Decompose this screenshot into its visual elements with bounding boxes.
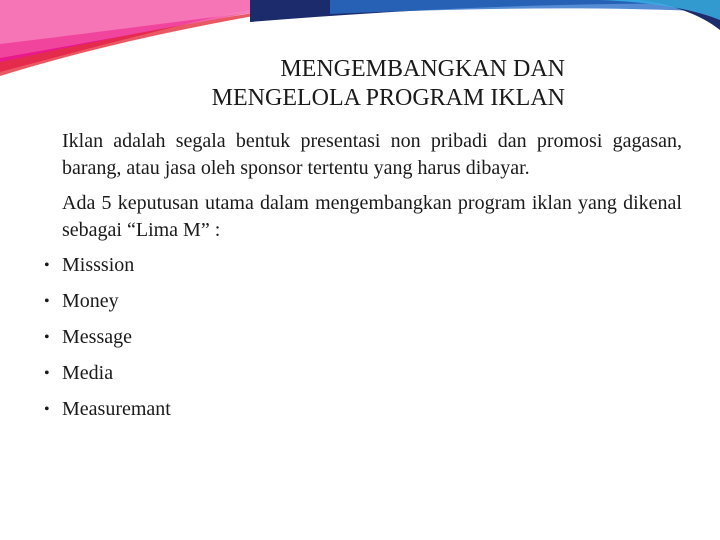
list-item-text: Money xyxy=(62,290,119,312)
list-item xyxy=(44,252,682,288)
list-item-text: Message xyxy=(62,326,132,348)
list-item xyxy=(44,324,682,360)
slide-title xyxy=(45,55,565,113)
five-m-list xyxy=(44,252,682,432)
list-item xyxy=(44,288,682,324)
bullet-icon: • xyxy=(44,401,50,418)
list-item-text: Measuremant xyxy=(62,398,171,420)
list-item xyxy=(44,396,682,432)
bullet-icon: • xyxy=(44,257,50,274)
bullet-icon: • xyxy=(44,293,50,310)
title-line-2: MENGELOLA PROGRAM IKLAN xyxy=(211,85,565,111)
intro-paragraph: Ada 5 keputusan utama dalam mengembangkan program iklan yang dikenal sebagai “Lima M” : xyxy=(62,192,682,241)
bullet-icon: • xyxy=(44,329,50,346)
slide-body xyxy=(44,128,682,432)
list-item-text: Media xyxy=(62,362,114,384)
list-item-text: Misssion xyxy=(62,254,135,276)
definition-paragraph: Iklan adalah segala bentuk presentasi non pribadi dan promosi gagasan, barang, atau jasa oleh sponsor tertentu yang harus dibayar. xyxy=(62,130,682,179)
bullet-icon: • xyxy=(44,365,50,382)
list-item xyxy=(44,360,682,396)
title-line-1: MENGEMBANGKAN DAN xyxy=(280,56,565,82)
